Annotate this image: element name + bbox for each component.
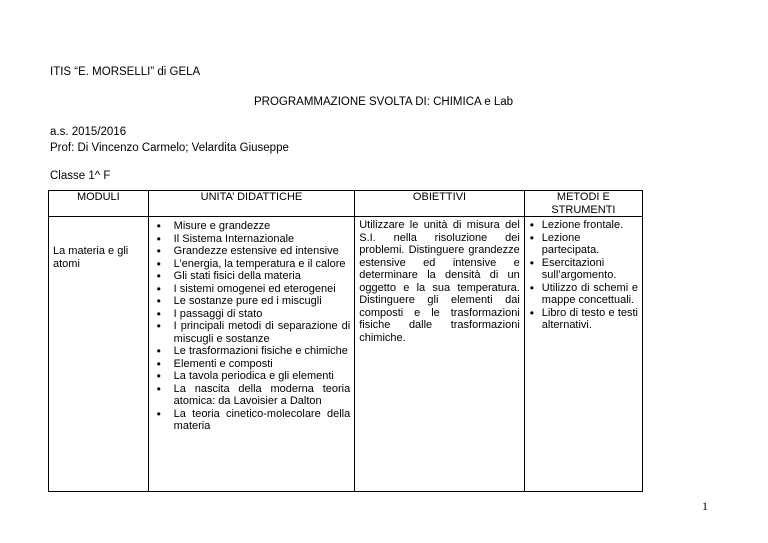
unita-item: • Le sostanze pure ed i miscugli (153, 295, 351, 308)
class-label: Classe 1^ F (50, 170, 111, 182)
header-moduli: MODULI (49, 191, 149, 217)
programme-title: PROGRAMMAZIONE SVOLTA DI: CHIMICA e Lab (254, 96, 514, 108)
unita-item: • La teoria cinetico-molecolare della materia (153, 408, 351, 433)
school-name: ITIS “E. MORSELLI” di GELA (50, 66, 201, 78)
school-year: a.s. 2015/2016 (50, 126, 127, 138)
metodi-item: • Utilizzo di schemi e mappe concettuali. (527, 282, 638, 307)
metodi-cell (524, 217, 642, 492)
page-number: 1 (702, 499, 708, 513)
unita-cell (148, 217, 355, 492)
unita-item: • I sistemi omogenei ed eterogenei (153, 283, 351, 296)
header-obiettivi: OBIETTIVI (355, 191, 525, 217)
metodi-item: • Libro di testo e testi alternativi. (527, 307, 638, 332)
metodi-item: • Esercitazioni sull’argomento. (527, 257, 638, 282)
unita-item: • La nascita della moderna teoria atomica: da Lavoisier a Dalton (153, 383, 351, 408)
obiettivi-cell: Utilizzare le unità di misura del S.I. nella risoluzione dei problemi. Distinguere grandezze estensive ed intensive e determinare la densità di un oggetto e la sua temperatura. Distinguere gli elementi dai composti e le trasformazioni fisiche dalle trasformazioni chimiche. (355, 217, 525, 492)
table-row (49, 217, 643, 492)
programme-table (48, 190, 643, 492)
header-metodi: METODI E STRUMENTI (524, 191, 642, 217)
unita-list (149, 217, 355, 433)
unita-item: • Elementi e composti (153, 358, 351, 371)
unita-item: • Gli stati fisici della materia (153, 270, 351, 283)
unita-item: • Misure e grandezze (153, 220, 351, 233)
unita-item: • Le trasformazioni fisiche e chimiche (153, 345, 351, 358)
teachers: Prof: Di Vincenzo Carmelo; Velardita Giuseppe (50, 142, 289, 154)
unita-item: • Il Sistema Internazionale (153, 233, 351, 246)
unita-item: • Grandezze estensive ed intensive (153, 245, 351, 258)
modulo-cell: La materia e gli atomi (49, 217, 149, 492)
header-unita: UNITA’ DIDATTICHE (148, 191, 355, 217)
unita-item: • I principali metodi di separazione di miscugli e sostanze (153, 320, 351, 345)
unita-item: • I passaggi di stato (153, 308, 351, 321)
metodi-item: • Lezione frontale. (527, 219, 638, 232)
unita-item: • L’energia, la temperatura e il calore (153, 258, 351, 271)
table-header-row (49, 191, 643, 217)
metodi-item: • Lezione partecipata. (527, 232, 638, 257)
unita-item: • La tavola periodica e gli elementi (153, 370, 351, 383)
metodi-list (525, 217, 642, 332)
